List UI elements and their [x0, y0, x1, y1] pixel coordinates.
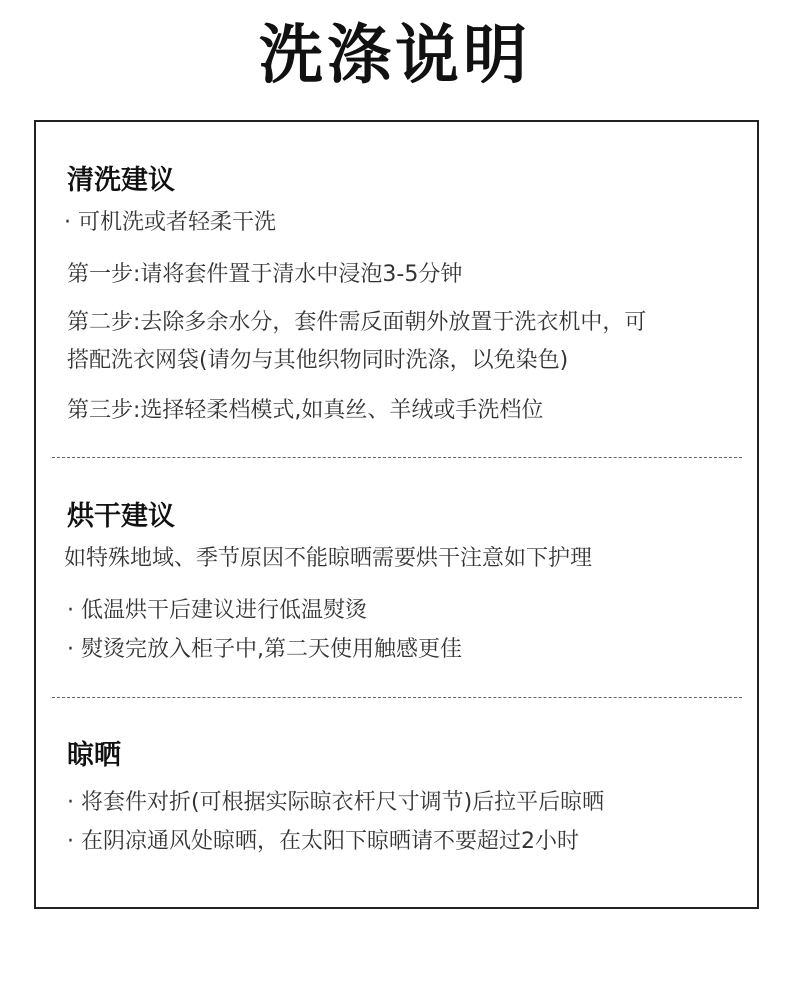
dry-section-title: 烘干建议	[67, 501, 175, 532]
wash-section-title: 清洗建议	[67, 165, 175, 196]
air-line: · 将套件对折(可根据实际晾衣杆尺寸调节)后拉平后晾晒	[67, 790, 605, 815]
wash-step-2-cont: 搭配洗衣网袋(请勿与其他织物同时洗涤，以免染色)	[67, 348, 569, 373]
dry-line: · 低温烘干后建议进行低温熨烫	[67, 598, 367, 623]
page-title: 洗涤说明	[259, 19, 531, 93]
section-divider	[52, 697, 742, 698]
wash-step-3: 第三步:选择轻柔档模式,如真丝、羊绒或手洗档位	[67, 398, 544, 423]
air-section-title: 晾晒	[67, 740, 121, 771]
instructions-box	[34, 120, 759, 909]
section-divider	[52, 457, 742, 458]
wash-step-1: 第一步:请将套件置于清水中浸泡3-5分钟	[67, 262, 463, 287]
wash-line: · 可机洗或者轻柔干洗	[64, 210, 276, 235]
dry-line: · 熨烫完放入柜子中,第二天使用触感更佳	[67, 637, 462, 662]
dry-intro: 如特殊地域、季节原因不能晾晒需要烘干注意如下护理	[64, 546, 593, 571]
wash-step-2: 第二步:去除多余水分，套件需反面朝外放置于洗衣机中，可	[67, 310, 647, 335]
air-line: · 在阴凉通风处晾晒，在太阳下晾晒请不要超过2小时	[67, 829, 579, 854]
